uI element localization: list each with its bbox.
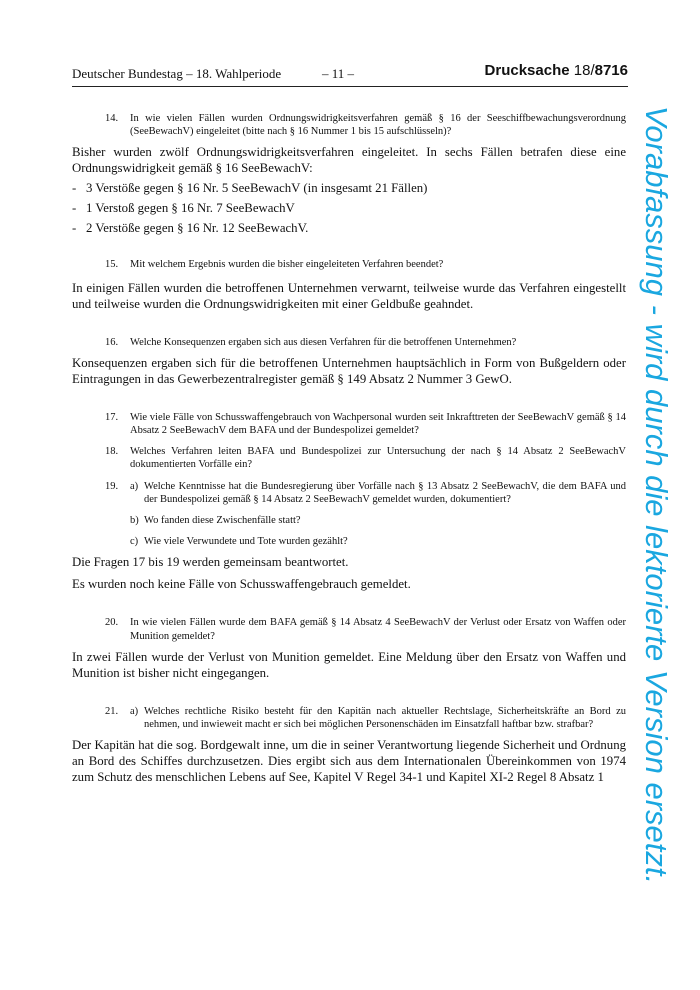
question-19-a: a) Welche Kenntnisse hat die Bundesregierung über Vorfälle nach § 13 Absatz 2 SeeBewachV, die dem BAFA und der Bundespolizei gemäß § 14 Absatz 2 SeeBewachV gemeldet wurden, dokumentiert? <box>130 480 626 505</box>
list-item: - 3 Verstöße gegen § 16 Nr. 5 SeeBewachV (in insgesamt 21 Fällen) <box>72 181 428 196</box>
document-body <box>72 112 626 785</box>
question-19-b: b) Wo fanden diese Zwischenfälle statt? <box>130 515 301 527</box>
answer-14-list <box>72 180 626 236</box>
question-20 <box>105 616 626 642</box>
list-item: - 1 Verstoß gegen § 16 Nr. 7 SeeBewachV <box>72 201 295 216</box>
question-number: 18. <box>105 446 119 458</box>
question-number: 16. <box>105 336 119 348</box>
list-item: - 2 Verstöße gegen § 16 Nr. 12 SeeBewachV. <box>72 221 309 236</box>
doc-number-prefix: 18/ <box>573 62 595 79</box>
question-16 <box>105 336 626 349</box>
question-21 <box>105 705 626 731</box>
page-number: – 11 – <box>322 66 355 81</box>
question-text: In wie vielen Fällen wurden Ordnungswidrigkeitsverfahren gemäß § 16 der Seeschiffbewachungsverordnung (SeeBewachV) eingeleitet (bitte nach § 16 Nummer 1 bis 15 aufschlüsseln)? <box>130 113 626 138</box>
list-item-text: 1 Verstoß gegen § 16 Nr. 7 SeeBewachV <box>86 201 295 216</box>
question-text: In wie vielen Fällen wurde dem BAFA gemäß § 14 Absatz 4 SeeBewachV der Verlust oder Ersatz von Waffen oder Munition gemeldet? <box>130 617 626 642</box>
question-15 <box>105 258 626 271</box>
answer-17-19-intro: Die Fragen 17 bis 19 werden gemeinsam beantwortet. <box>72 555 349 570</box>
question-17 <box>105 411 626 437</box>
doc-label: Drucksache <box>484 62 570 79</box>
answer-15: In einigen Fällen wurden die betroffenen Unternehmen verwarnt, teilweise wurde das Verfahren eingestellt und teilweise wurden die Ordnungswidrigkeiten mit einer Geldbuße geahndet. <box>72 280 626 311</box>
question-text: Welches Verfahren leiten BAFA und Bundespolizei zur Untersuchung der nach § 14 Absatz 2 SeeBewachV dokumentierten Vorfälle ein? <box>130 446 626 471</box>
page-header <box>72 62 628 87</box>
question-19 <box>105 480 626 549</box>
list-item-text: 2 Verstöße gegen § 16 Nr. 12 SeeBewachV. <box>86 221 309 236</box>
list-item-text: 3 Verstöße gegen § 16 Nr. 5 SeeBewachV (in insgesamt 21 Fällen) <box>86 181 428 196</box>
answer-16: Konsequenzen ergaben sich für die betroffenen Unternehmen hauptsächlich in Form von Bußgeldern oder Eintragungen in das Gewerbezentralregister gemäß § 149 Absatz 2 Nummer 3 GewO. <box>72 355 626 386</box>
doc-number: 8716 <box>594 62 628 79</box>
document-number <box>485 62 628 79</box>
header-publisher: Deutscher Bundestag – 18. Wahlperiode <box>72 66 282 81</box>
answer-17-19: Es wurden noch keine Fälle von Schusswaffengebrauch gemeldet. <box>72 577 411 592</box>
question-21-a: a) Welches rechtliche Risiko besteht für den Kapitän nach aktueller Rechtslage, Sicherheitskräfte an Bord zu nehmen, und inwieweit macht er sich bei möglichen Personenschäden im Einsatzfall haftbar bzw. strafbar? <box>130 705 626 731</box>
question-18 <box>105 445 626 471</box>
draft-watermark: Vorabfassung - wird durch die lektorierte Version ersetzt. <box>639 105 674 885</box>
question-number: 21. <box>105 705 119 717</box>
question-text: Mit welchem Ergebnis wurden die bisher eingeleiteten Verfahren beendet? <box>130 259 444 271</box>
question-19-c: c) Wie viele Verwundete und Tote wurden gezählt? <box>130 536 348 548</box>
question-text: Wie viele Fälle von Schusswaffengebrauch von Wachpersonal wurden seit Inkrafttreten der SeeBewachV gemäß § 14 Absatz 2 SeeBewachV dem BAFA und der Bundespolizei gemeldet? <box>130 411 626 437</box>
question-number: 19. <box>105 480 119 492</box>
question-number: 17. <box>105 411 119 423</box>
answer-20: In zwei Fällen wurde der Verlust von Munition gemeldet. Eine Meldung über den Ersatz von Waffen und Munition ist bisher nicht eingegangen. <box>72 649 626 680</box>
answer-14: Bisher wurden zwölf Ordnungswidrigkeitsverfahren eingeleitet. In sechs Fällen betrafen diese eine Ordnungswidrigkeit gemäß § 16 SeeBewachV: <box>72 145 626 176</box>
question-text: Welche Konsequenzen ergaben sich aus diesen Verfahren für die betroffenen Unternehmen? <box>130 336 517 348</box>
answer-21: Der Kapitän hat die sog. Bordgewalt inne, um die in seiner Verantwortung liegende Sicherheit und Ordnung an Bord des Schiffes durchzusetzen. Dies ergibt sich aus dem Internationalen Übereinkommen von 1974 zum Schutz des menschlichen Lebens auf See, Kapitel V Regel 34-1 und Kapitel XI-2 Regel 8 Absatz 1 <box>72 738 626 785</box>
question-number: 15. <box>105 259 119 271</box>
question-14 <box>105 112 626 138</box>
question-number: 20. <box>105 617 119 629</box>
question-number: 14. <box>105 113 119 124</box>
